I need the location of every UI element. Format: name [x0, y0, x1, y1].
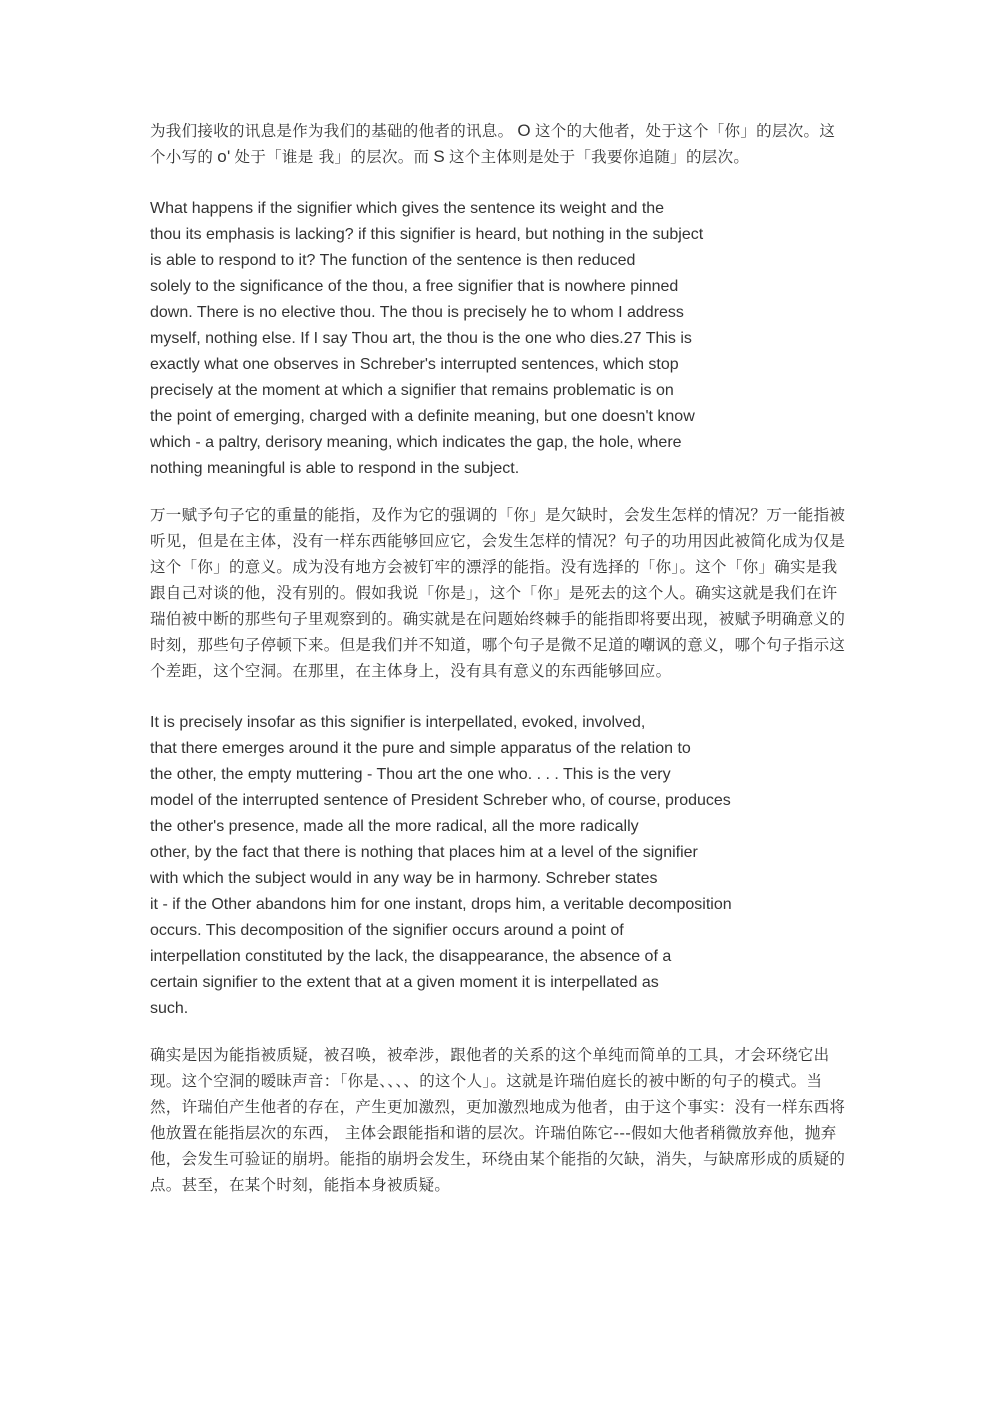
- text-line: nothing meaningful is able to respond in the subject.: [150, 460, 520, 477]
- text-line: is able to respond to it? The function of the sentence is then reduced: [150, 252, 636, 269]
- text-line: the point of emerging, charged with a definite meaning, but one doesn't know: [150, 408, 695, 425]
- text-line: It is precisely insofar as this signifier is interpellated, evoked, involved,: [150, 714, 646, 731]
- text-line: solely to the significance of the thou, a free signifier that is nowhere pinned: [150, 278, 679, 295]
- text-line: model of the interrupted sentence of President Schreber who, of course, produces: [150, 792, 731, 809]
- paragraph-english-1: [150, 196, 850, 482]
- text-run: 这个的大他者，处于这个「你」的层次。这个小写的: [150, 122, 836, 166]
- text-line: that there emerges around it the pure and simple apparatus of the relation to: [150, 740, 691, 757]
- text-line: myself, nothing else. If I say Thou art, the thou is the one who dies.27 This is: [150, 330, 692, 347]
- text-line: exactly what one observes in Schreber's interrupted sentences, which stop: [150, 356, 679, 373]
- text-run: 为我们接收的讯息是作为我们的基础的他者的讯息。: [150, 122, 514, 140]
- paragraph-english-2: [150, 710, 850, 1022]
- document-page: [150, 118, 850, 1198]
- paragraph-chinese-2: 万一赋予句子它的重量的能指，及作为它的强调的「你」是欠缺时，会发生怎样的情况？万一能指被听见，但是在主体，没有一样东西能够回应它，会发生怎样的情况？句子的功用因此被简化成为仅是这个「你」的意义。成为没有地方会被钉牢的漂浮的能指。没有选择的「你」。这个「你」确实是我跟自己对谈的他，没有别的。假如我说「你是」，这个「你」是死去的这个人。确实这就是我们在许瑞伯被中断的那些句子里观察到的。确实就是在问题始终棘手的能指即将要出现，被赋予明确意义的时刻，那些句子停顿下来。但是我们并不知道，哪个句子是微不足道的嘲讽的意义，哪个句子指示这个差距，这个空洞。在那里，在主体身上，没有具有意义的东西能够回应。: [150, 506, 846, 680]
- text-line: certain signifier to the extent that at a given moment it is interpellated as: [150, 974, 659, 991]
- text-line: occurs. This decomposition of the signifier occurs around a point of: [150, 922, 624, 939]
- symbol-big-other: O: [517, 121, 531, 140]
- paragraph-chinese-3: 确实是因为能指被质疑，被召唤，被牵涉，跟他者的关系的这个单纯而简单的工具，才会环绕它出现。这个空洞的暧昧声音：「你是、、、、的这个人」。这就是许瑞伯庭长的被中断的句子的模式。当然，许瑞伯产生他者的存在，产生更加激烈，更加激烈地成为他者，由于这个事实：没有一样东西将他放置在能指层次的东西， 主体会跟能指和谐的层次。许瑞伯陈它---假如大他者稍微放弃他，抛弃他，会发生可验证的崩坍。能指的崩坍会发生，环绕由某个能指的欠缺，消失，与缺席形成的质疑的点。甚至，在某个时刻，能指本身被质疑。: [150, 1046, 846, 1194]
- text-line: thou its emphasis is lacking? if this signifier is heard, but nothing in the subject: [150, 226, 704, 243]
- symbol-small-other: o': [217, 147, 231, 166]
- text-line: which - a paltry, derisory meaning, which indicates the gap, the hole, where: [150, 434, 682, 451]
- text-line: down. There is no elective thou. The thou is precisely he to whom I address: [150, 304, 684, 321]
- paragraph-chinese-1: [150, 118, 850, 170]
- text-line: the other's presence, made all the more radical, all the more radically: [150, 818, 639, 835]
- text-line: with which the subject would in any way be in harmony. Schreber states: [150, 870, 658, 887]
- text-line: such.: [150, 1000, 189, 1017]
- text-line: interpellation constituted by the lack, the disappearance, the absence of a: [150, 948, 672, 965]
- text-run: 处于「谁是 我」的层次。而: [234, 148, 430, 166]
- symbol-subject: S: [433, 147, 445, 166]
- text-line: the other, the empty muttering - Thou art the one who. . . . This is the very: [150, 766, 671, 783]
- text-line: other, by the fact that there is nothing that places him at a level of the signifier: [150, 844, 698, 861]
- text-line: What happens if the signifier which gives the sentence its weight and the: [150, 200, 665, 217]
- text-line: it - if the Other abandons him for one instant, drops him, a veritable decomposition: [150, 896, 732, 913]
- text-run: 这个主体则是处于「我要你追随」的层次。: [448, 148, 750, 166]
- text-line: precisely at the moment at which a signifier that remains problematic is on: [150, 382, 674, 399]
